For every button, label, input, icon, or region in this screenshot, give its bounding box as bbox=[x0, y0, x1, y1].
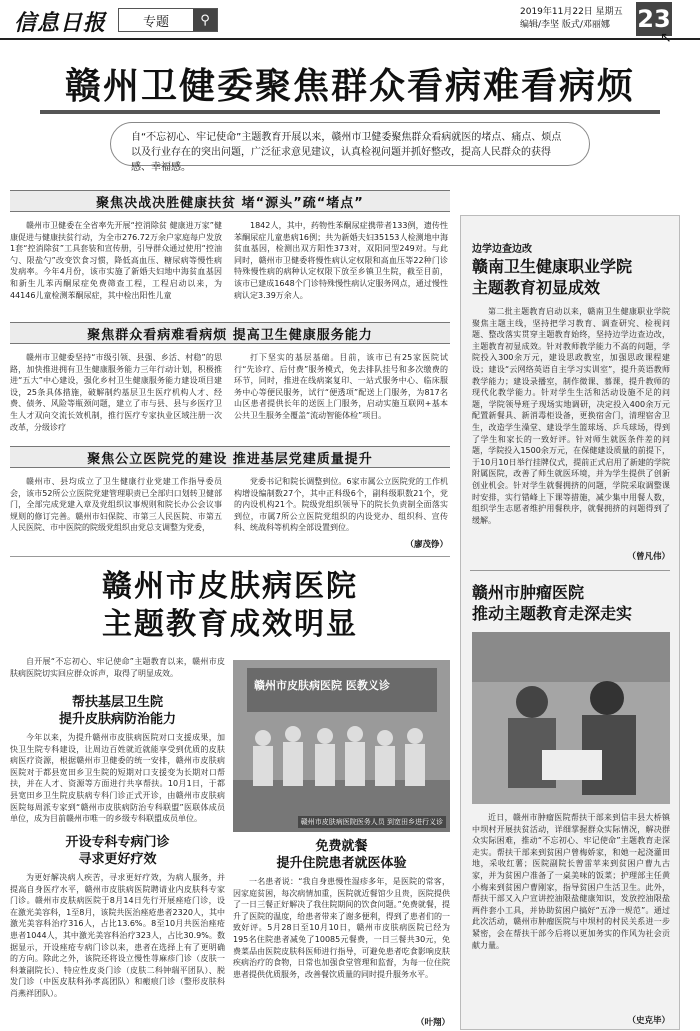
section-2-heading: 聚焦群众看病难看病烦 提高卫生健康服务能力 bbox=[10, 322, 450, 344]
feature-sub-2-line-2: 寻求更好疗效 bbox=[78, 852, 157, 867]
volunteer-photo-image bbox=[472, 632, 670, 804]
sidebar-story-1-text: 第二批主题教育启动以来，赣南卫生健康职业学院聚焦主题主线，坚持把学习教育、调查研究、检视问题、整改落实贯穿主题教育始终，坚持边学边查边改，主题教育初显成效。针对教师教学能力不高的问题，学院投入300余万元，建设思政教室，加强思政课程建设；建设“云网络英语自主学习实训室”，提升英语教师教学能力；建设录播室，制作微课、慕课，提升教师的现代化教学能力。针对学生生活和活动设施不足的问题，学院领导班子现场实地调研，决定投入400余万元配置新餐具、新消毒柜设备，更换宿舍门，清理宿舍卫生，改造学生澡堂、建设学生篮球场、乒乓球场，得到了学生和家长的一致好评。针对师生就医条件差的问题，学院投入1500余万元，在保健建设质量的前提下，于10月10日举行挂牌仪式，提前正式启用了新建的学院附属医院，改善了师生就医环境，并为学生提供了创新创业机会。针对学生就餐拥挤的问题，学院采取调整课时安排，实行错峰上下课等措施，减少集中用餐人数，组织学生志愿者维护用餐秩序，就餐拥挤的问题得到了缓解。 bbox=[472, 307, 670, 525]
sidebar-story-1-title-line-1: 赣南卫生健康职业学院 bbox=[472, 257, 633, 276]
section-label: 专题 bbox=[142, 14, 169, 30]
date-info bbox=[520, 6, 623, 32]
editor-line: 编辑/李坚 版式/邓丽娜 bbox=[520, 20, 610, 30]
page-number: 23 bbox=[636, 2, 672, 36]
sidebar-story-1-credit: （曾凡伟） bbox=[627, 552, 670, 562]
feature-sub-3-text: 一名患者说：“我自身患慢性湿疹多年，是医院的常客，因家庭贫困，每次病情加重，医院就近餐馆少且贵，医院提供了一日三餐正好解决了我住院期间的饮食问题。”免费就餐，提升了医院的温度，给患者带来了谢多便利，得到了患者们的一致好评。5月28日至10月10日，赣州市皮肤病医院已经为195名住院患者减免了10085元餐费，一日三餐共30元，免费菜品由医院皮肤科医师进行指导，可避免患者吃食影响皮肤疾病治疗的食物，日常也加强食堂管理和监督，为每一位住院患者提供优质服务，改善餐饮质量的同时提升服务水平。 bbox=[233, 877, 450, 979]
intro-box: 自“不忘初心、牢记使命”主题教育开展以来，赣州市卫健委聚焦群众看病就医的堵点、痛点、烦点以及行业存在的突出问题，广泛征求意见建议，认真检视问题并抓好整改，提高人民群众的获得感、幸福感。 bbox=[110, 122, 590, 166]
photo-caption: 赣州市皮肤病医院医务人员 到宽田乡进行义诊 bbox=[298, 816, 446, 828]
sidebar-story-2-title-line-2: 推动主题教育走深走实 bbox=[472, 604, 633, 623]
feature-sub-2-line-1: 开设专科专病门诊 bbox=[65, 835, 170, 850]
sidebar-story-2-text: 近日，赣州市肿瘤医院帮扶干部来到信丰县大桥镇中坝村开展扶贫活动，详细掌握群众实际情况，解决群众实际困难，推动“不忘初心、牢记使命”主题教育走深走实。帮扶干部来到贫困户曾梅娇家，和她一起浇灌田地，采收红薯；医院副院长曾雷苹来到贫困户曹九古家，并为贫困户准备了一桌美味的饭菜；护理部主任黄小梅来到贫困户曹刚家，指导贫困户生活卫生。此外，帮扶干部又入户宣讲控油限盐健康知识，发放控油限盐两件套小工具，并协助贫困户搞好“五净一规范”。通过此次活动，赣州市肿瘤医院与中坝村的村民关系进一步紧密，会在帮扶干部今后将以更加务实的作风为社会贡献力量。 bbox=[472, 813, 670, 950]
sidebar-kicker: 边学边查边改 bbox=[472, 244, 532, 255]
feature-photo bbox=[233, 660, 450, 832]
feature-title-line-1: 赣州市皮肤病医院 bbox=[102, 569, 358, 604]
section-2-col-1: 赣州市卫健委坚持“市级引领、县强、乡活、村稳”的思路，加快推进拥有卫生健康服务能力三年行动计划，积极推进“五大”中心建设，强化乡村卫生健康服务能力建设项目建设，25条具体措施，破解制约基层卫生医疗机构人才、经费、债务、风险等瓶颈问题，建立了市与县、县与乡医疗卫生人才双向交流长效机制，推行医疗专家执业区域注册一次改革，分级诊疗 bbox=[10, 353, 222, 432]
date-line: 2019年11月22日 星期五 bbox=[520, 7, 623, 17]
section-1-col-1: 赣州市卫健委在全省率先开展“控消除贫 健康进万家”健康促进与健康扶贫行动，为全市276.72万余户家庭每户发放1套“控消除贫”工具套装和宣传册，引导群众通过使用“控油勺、限盐勺”改变饮食习惯，降低高血压、糖尿病等慢性病发病率。今年4月份，该市实施了新婚夫妇地中海贫血基因和新生儿苯丙酮尿症免费筛查工程，工程启动以来，为44146儿童检测苯酮尿症，其中检出阳性儿童 bbox=[10, 221, 222, 300]
photo-banner: 赣州市皮肤病医院 医教义诊 bbox=[254, 679, 390, 692]
section-3-col-1: 赣州市、县均成立了卫生健康行业党建工作指导委员会，该市52所公立医院党建管理职责已全部归口划转卫健部门，全部完成党建入章及党组织议事规则和院长办公会议事规则的修订完善。赣州市妇保院、市第三人民医院、市第五人民医院、市中医院的院级党组织由党总支调整为党委， bbox=[10, 477, 222, 533]
sidebar-divider bbox=[470, 570, 670, 571]
feature-lede: 自开展“不忘初心、牢记使命”主题教育以来，赣州市皮肤病医院切实回应群众诉声，取得了明显成效。 bbox=[10, 657, 225, 678]
newspaper-logo: 信息日报 bbox=[14, 10, 107, 36]
headline-rule bbox=[40, 110, 660, 114]
feature-sub-3-line-1: 免费就餐 bbox=[315, 839, 368, 854]
sidebar-photo bbox=[472, 632, 670, 804]
main-headline: 赣州卫健委聚焦群众看病难看病烦 bbox=[64, 65, 635, 107]
sidebar-story-1-title-line-2: 主题教育初显成效 bbox=[472, 278, 601, 297]
feature-sub-2-text: 为更好解决病人疾苦，寻求更好疗效，为病人服务，并提高自身医疗水平，赣州市皮肤病医院聘请业内皮肤科专家门诊。赣州市皮肤病医院于8月14日先行开展痤疮门诊，设在激光美容科，1至8月，该院共医治痤疮患者2320人，其中激光美容科治疗316人，占比13.6%。8至10月共医治痤疮患者1044人，其中激光美容科治疗323人，占比30.9%。数据显示，开设痤疮专病门诊以来，患者在选择上有了更明确的方向。除此之外，该院还将设立慢性荨麻疹门诊（皮肤一科兼副院长）、特应性皮炎门诊（皮肤二科钟瑞平团队）、脱发门诊（中医皮肤科孙孝高团队）和瘢痕门诊（整形皮肤科肖燕祥团队）。 bbox=[10, 873, 225, 998]
feature-divider bbox=[10, 556, 450, 557]
section-3-heading: 聚焦公立医院党的建设 推进基层党建质量提升 bbox=[10, 446, 450, 468]
feature-sub-1-line-2: 提升皮肤病防治能力 bbox=[58, 712, 176, 727]
mouse-cursor-icon: ↖ bbox=[660, 30, 672, 46]
feature-sub-1-line-1: 帮扶基层卫生院 bbox=[71, 695, 163, 710]
section-2-col-2: 打下坚实的基层基础。目前，该市已有25家医院试行“先诊疗、后付费”服务模式，免去排队挂号和多次缴费的环节，同时，推进在线病案复印、一站式服务中心、临床服务中心等便民服务，试行“便透项”配送上门服务，为817名山区患者提供长年的送医上门服务，启动实施互联网+基本公共卫生服务全覆盖“流动智能体检”项目。 bbox=[234, 353, 448, 420]
search-icon[interactable]: ⚲ bbox=[193, 9, 217, 31]
section-1-heading: 聚焦决战决胜健康扶贫 堵“源头”疏“堵点” bbox=[10, 190, 450, 212]
feature-sub-1-text: 今年以来，为提升赣州市皮肤病医院对口支援成果，加快卫生院专科建设，让周边百姓就近就能享受到优质的皮肤病医疗资源，根据赣州市卫健委的统一安排，赣州市皮肤病医院对于都县宽田乡卫生院的短期对口支援变为长期对口帮扶，并在人才、资源等方面进行共享帮扶。10月1日，于都县宽田乡卫生院皮肤病专科门诊正式开诊，由赣州市皮肤病医院每周派专家到“赣州市皮肤病防治专科联盟”医联体成员单位，成为目前赣州市唯一的乡级专科联盟成员单位。 bbox=[10, 733, 225, 824]
section-3-col-2: 党委书记和院长调整到位。6家市属公立医院党的工作机构增设编制数27个，其中正科级6个，副科级职数21个，党的内设机构21个。院级党组织领导下的院长负责制全面落实到位，市属7所公立医院党组织的内设党办、组织科、宣传科、统战科等机构全部设置到位。 bbox=[234, 477, 448, 533]
feature-credit: （叶翔） bbox=[415, 1018, 450, 1028]
section-1-col-2: 1842人，其中，药物性苯酮尿症携带者133例，遗传性苯酮尿症儿童患病16例；共为新婚夫妇35153人检测地中海贫血基因，检测出双方阳性373对，双阳同型249对。与此同时，赣州市卫健委将慢性病认定权限和高血压等22种门诊特殊慢性病的病种认定权限下放至乡镇卫生院，截至目前，该市已建成1648个门诊特殊慢性病认定服务网点，通过慢性病认定3.39万余人。 bbox=[234, 221, 448, 300]
sidebar-story-2-title-line-1: 赣州市肿瘤医院 bbox=[472, 583, 585, 602]
feature-title-line-2: 主题教育成效明显 bbox=[102, 607, 358, 642]
feature-sub-3-line-2: 提升住院患者就医体验 bbox=[276, 856, 407, 871]
sidebar-story-2-credit: （史克毕） bbox=[627, 1016, 670, 1026]
section-3-credit: （廖茂铮） bbox=[405, 540, 448, 550]
section-tab[interactable] bbox=[118, 8, 218, 32]
